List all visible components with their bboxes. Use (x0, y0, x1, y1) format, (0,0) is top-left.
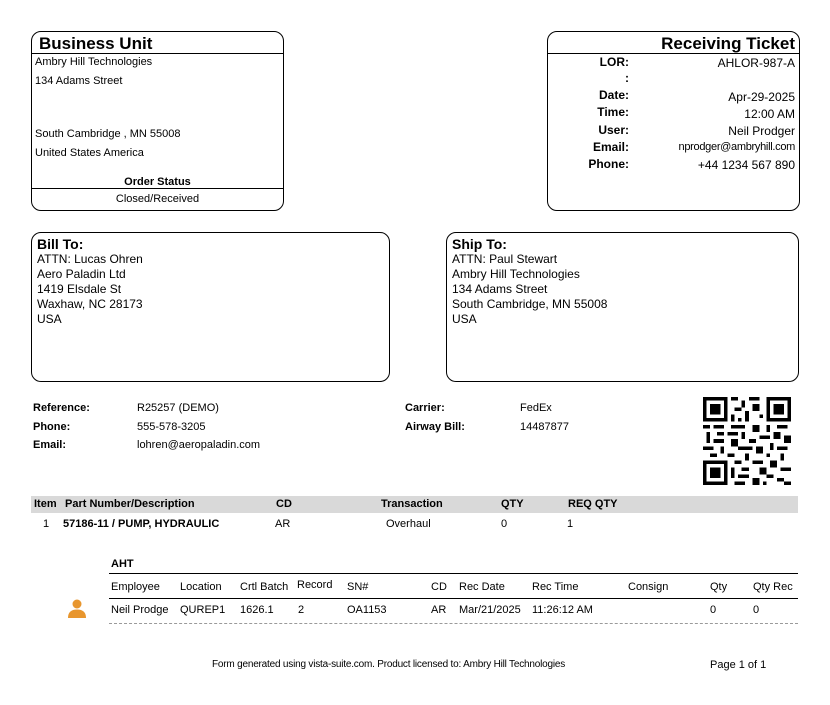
item-qty: 0 (501, 518, 508, 530)
divider (109, 598, 798, 599)
divider (109, 573, 798, 574)
address-line: Aero Paladin Ltd (37, 267, 126, 281)
footer-generated: Form generated using vista-suite.com. Product licensed to: Ambry Hill Technologies (212, 659, 566, 670)
row-record: 2 (298, 604, 305, 616)
row-batch: 1626.1 (240, 604, 274, 616)
email-value: nprodger@ambryhill.com (678, 141, 795, 153)
address-line: ATTN: Lucas Ohren (37, 252, 143, 266)
business-unit-country: United States America (35, 147, 144, 159)
row-sn: OA1153 (347, 604, 387, 616)
column-header-item: Item (34, 498, 57, 510)
phone-value: +44 1234 567 890 (697, 158, 795, 172)
date-label: Date: (598, 88, 629, 102)
airway-bill-label: Airway Bill: (405, 421, 465, 433)
column-header-transaction: Transaction (381, 498, 443, 510)
time-value: 12:00 AM (744, 107, 795, 121)
row-qty-rec: 0 (753, 604, 760, 616)
phone-label: Phone: (588, 157, 629, 171)
carrier-value: FedEx (520, 402, 552, 414)
phone-label: Phone: (33, 421, 71, 433)
reference-label: Reference: (33, 402, 90, 414)
column-header-consign: Consign (628, 581, 669, 593)
address-line: 134 Adams Street (452, 282, 548, 296)
divider (32, 53, 283, 54)
reference-value: R25257 (DEMO) (137, 402, 219, 414)
blank-label: : (625, 71, 629, 85)
sub-group-label: AHT (111, 558, 134, 570)
lor-label: LOR: (599, 55, 629, 69)
address-line: 1419 Elsdale St (37, 282, 122, 296)
ship-to-title: Ship To: (452, 236, 507, 252)
column-header-record: Record (297, 579, 333, 591)
receiving-ticket-panel (547, 31, 800, 211)
order-status-label: Order Status (124, 176, 191, 188)
address-line: USA (452, 312, 477, 326)
row-rec-time: 11:26:12 AM (532, 604, 593, 616)
items-table-header (31, 496, 798, 513)
row-location: QUREP1 (180, 604, 226, 616)
address-line: USA (37, 312, 62, 326)
address-line: South Cambridge, MN 55008 (452, 297, 608, 311)
qr-code-icon (702, 397, 792, 485)
row-qty: 0 (710, 604, 717, 616)
column-header-qty: QTY (501, 498, 524, 510)
bill-to-title: Bill To: (37, 236, 84, 252)
column-header-employee: Employee (111, 581, 160, 593)
item-number: 1 (43, 518, 50, 530)
order-status-value: Closed/Received (115, 193, 200, 205)
time-label: Time: (597, 105, 629, 119)
ship-to-panel (446, 232, 799, 382)
row-rec-date: Mar/21/2025 (459, 604, 521, 616)
phone-value: 555-578-3205 (137, 421, 206, 433)
email-label: Email: (592, 140, 629, 154)
business-unit-street: 134 Adams Street (35, 75, 123, 87)
email-value: lohren@aeropaladin.com (137, 439, 261, 451)
business-unit-title: Business Unit (39, 34, 153, 53)
date-value: Apr-29-2025 (728, 90, 795, 104)
divider (548, 53, 799, 54)
divider (109, 623, 798, 624)
column-header-rec-time: Rec Time (532, 581, 579, 593)
bill-to-panel (31, 232, 390, 382)
address-line: Waxhaw, NC 28173 (37, 297, 143, 311)
item-transaction: Overhaul (386, 518, 431, 530)
column-header-batch: Crtl Batch (240, 581, 289, 593)
item-cd: AR (275, 518, 291, 530)
column-header-qty: Qty (710, 581, 728, 593)
address-line: ATTN: Paul Stewart (452, 252, 558, 266)
divider (32, 188, 283, 189)
user-value: Neil Prodger (728, 124, 795, 138)
business-unit-name: Ambry Hill Technologies (35, 56, 153, 68)
bill-to-address (37, 252, 143, 327)
column-header-sn: SN# (347, 581, 369, 593)
user-label: User: (598, 123, 629, 137)
business-unit-city: South Cambridge , MN 55008 (35, 128, 181, 140)
row-employee: Neil Prodge (111, 604, 169, 616)
item-part: 57186-11 / PUMP, HYDRAULIC (63, 518, 220, 530)
column-header-part: Part Number/Description (65, 498, 195, 510)
ship-to-address (452, 252, 607, 327)
footer-page: Page 1 of 1 (710, 659, 767, 671)
item-req-qty: 1 (567, 518, 574, 530)
column-header-req-qty: REQ QTY (568, 498, 618, 510)
airway-bill-value: 14487877 (520, 421, 569, 433)
column-header-cd: CD (431, 581, 447, 593)
column-header-location: Location (180, 581, 222, 593)
row-cd: AR (431, 604, 447, 616)
business-unit-panel (31, 31, 284, 211)
lor-value: AHLOR-987-A (717, 56, 795, 70)
column-header-rec-date: Rec Date (459, 581, 505, 593)
person-icon (67, 598, 87, 618)
email-label: Email: (33, 439, 67, 451)
column-header-cd: CD (276, 498, 292, 510)
address-line: Ambry Hill Technologies (452, 267, 580, 281)
column-header-qty-rec: Qty Rec (753, 581, 793, 593)
receiving-ticket-title: Receiving Ticket (661, 34, 795, 53)
carrier-label: Carrier: (405, 402, 445, 414)
